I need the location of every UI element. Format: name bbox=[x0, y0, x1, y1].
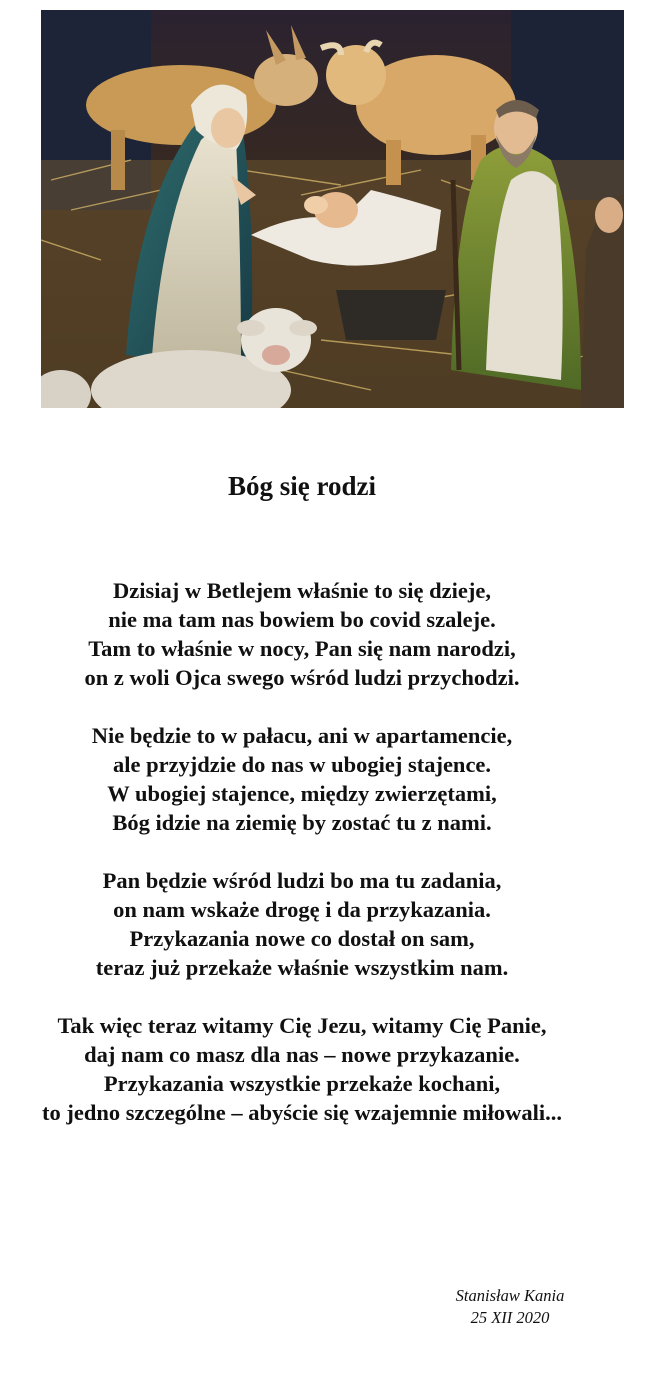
stanza-2 bbox=[0, 721, 604, 837]
nativity-photo bbox=[41, 10, 624, 408]
poem-body bbox=[0, 576, 604, 1156]
poem-line: Tak więc teraz witamy Cię Jezu, witamy Cię Panie, bbox=[57, 1013, 547, 1038]
poem-line: Przykazania wszystkie przekaże kochani, bbox=[103, 1071, 501, 1096]
poem-line: W ubogiej stajence, między zwierzętami, bbox=[107, 781, 497, 806]
poem-line: to jedno szczególne – abyście się wzajemnie miłowali... bbox=[42, 1100, 562, 1125]
poem-line: Pan będzie wśród ludzi bo ma tu zadania, bbox=[102, 868, 502, 893]
author-name: Stanisław Kania bbox=[455, 1286, 565, 1305]
poem-title: Bóg się rodzi bbox=[228, 471, 376, 501]
poem-line: Nie będzie to w pałacu, ani w apartamencie, bbox=[91, 723, 513, 748]
poem-line: Przykazania nowe co dostał on sam, bbox=[129, 926, 475, 951]
poem-line: nie ma tam nas bowiem bo covid szaleje. bbox=[108, 607, 496, 632]
poem-line: Tam to właśnie w nocy, Pan się nam narodzi, bbox=[88, 636, 516, 661]
signature-date: 25 XII 2020 bbox=[470, 1308, 550, 1327]
stanza-1 bbox=[0, 576, 604, 692]
stanza-3 bbox=[0, 866, 604, 982]
poem-line: Dzisiaj w Betlejem właśnie to się dzieje, bbox=[112, 578, 492, 603]
poem-line: ale przyjdzie do nas w ubogiej stajence. bbox=[112, 752, 492, 777]
poem-line: daj nam co masz dla nas – nowe przykazanie. bbox=[84, 1042, 520, 1067]
signature bbox=[420, 1285, 600, 1329]
nativity-illustration bbox=[41, 10, 624, 408]
poem-line: on nam wskaże drogę i da przykazania. bbox=[113, 897, 491, 922]
poem-line: Bóg idzie na ziemię by zostać tu z nami. bbox=[112, 810, 492, 835]
stanza-4 bbox=[0, 1011, 604, 1127]
poem-line: on z woli Ojca swego wśród ludzi przychodzi. bbox=[84, 665, 520, 690]
poem-line: teraz już przekaże właśnie wszystkim nam. bbox=[95, 955, 509, 980]
